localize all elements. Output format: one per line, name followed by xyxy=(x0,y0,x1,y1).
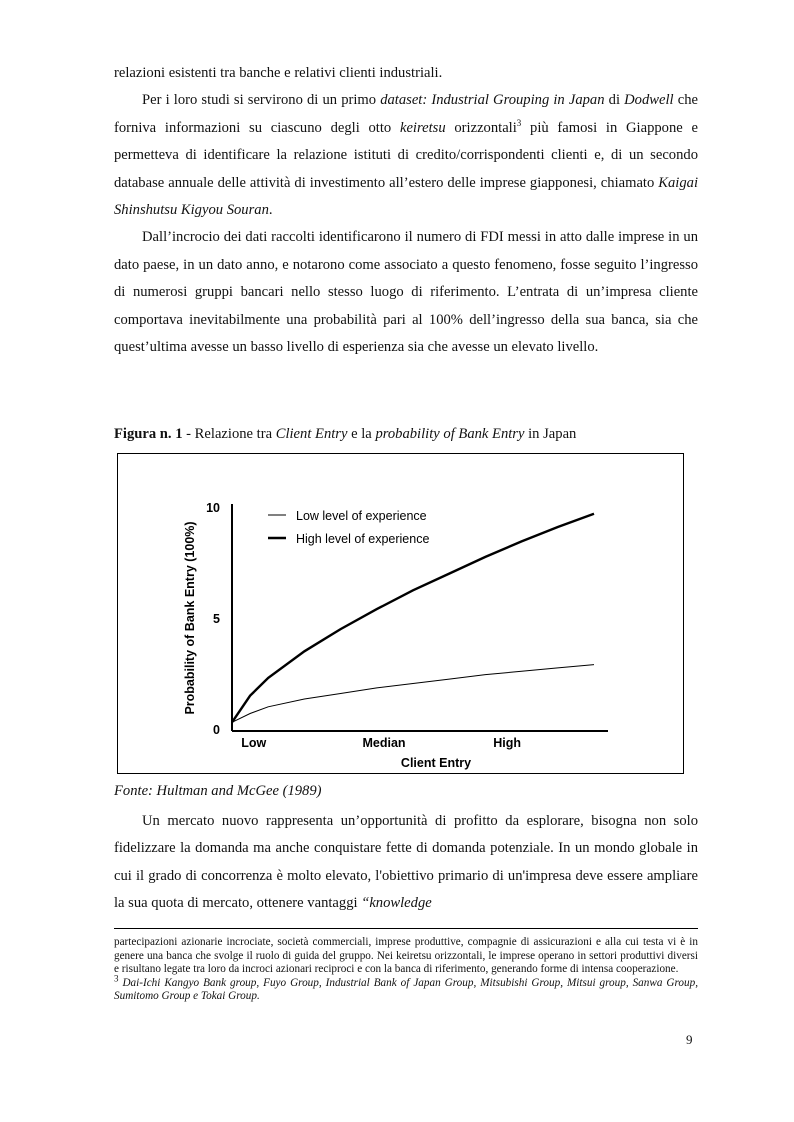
paragraph-1-tail: relazioni esistenti tra banche e relativi clienti industriali. xyxy=(114,65,443,81)
legend-label: High level of experience xyxy=(296,532,430,546)
paragraph-3: Dall’incrocio dei dati raccolti identificarono il numero di FDI messi in atto dalle imprese in un dato paese, in un dato anno, e notarono come associato a questo fenomeno, fosse seguito l’ingresso di numerosi gruppi bancari nello stesso luogo di riferimento. L’entrata di un’impresa cliente comportava inevitabilmente una probabilità pari al 100% dell’ingresso della sua banca, sia che quest’ultima avesse un basso livello di esperienza sia che avesse un elevato livello. xyxy=(114,229,698,356)
series-line-1 xyxy=(232,665,594,723)
footnote-continuation: partecipazioni azionarie incrociate, società commerciali, imprese produttive, compagnie di assicurazioni e alla cui testa vi è in genere una banca che svolge il ruolo di guida del gruppo. Nei keiretsu orizzontali, le imprese operano in settori produttivi diversi e risultano legate tra loro da incroci azionari reciproci e con la banca di riferimento, generando forme di intensa cooperazione. xyxy=(114,936,698,976)
figure-frame xyxy=(117,453,684,774)
page-number: 9 xyxy=(686,1032,693,1047)
x-axis-label: Client Entry xyxy=(400,756,472,770)
paragraph-4: Un mercato nuovo rappresenta un’opportunità di profitto da esplorare, bisogna non solo fidelizzare la domanda ma anche conquistare fette di domanda potenziale. In un mondo globale in cui il grado di concorrenza è molto elevato, l'obiettivo primario di un'impresa deve essere ampliare la sua quota di mercato, ottenere vantaggi “knowledge xyxy=(114,813,698,912)
body-text-bottom xyxy=(114,808,698,918)
footnotes xyxy=(114,936,698,1004)
y-tick-label: 0 xyxy=(213,723,220,737)
y-tick-label: 10 xyxy=(206,501,220,515)
legend-label: Low level of experience xyxy=(296,509,427,523)
paragraph-2: Per i loro studi si servirono di un primo dataset: Industrial Grouping in Japan di Dodwell che forniva informazioni su ciascuno degli otto keiretsu orizzontali$^3$ più famosi in Giappone e permetteva di identificare la relazione istituti di credito/corrispondenti clienti e, di un secondo database annuale delle attività di investimento all’estero delle imprese giapponesi, chiamato Kaigai Shinshutsu Kigyou Souran. xyxy=(114,92,698,219)
x-tick-label: High xyxy=(493,736,522,750)
y-tick-label: 5 xyxy=(213,612,220,626)
line-chart xyxy=(118,454,682,772)
body-text-top xyxy=(114,60,698,361)
footnote-ref-3[interactable]: 3 xyxy=(516,117,522,128)
x-tick-label: Low xyxy=(241,736,267,750)
figure-caption: Figura n. 1 - Relazione tra Client Entry e la probability of Bank Entry in Japan xyxy=(114,426,577,442)
footnote-3: $^3$ Dai-Ichi Kangyo Bank group, Fuyo Group, Industrial Bank of Japan Group, Mitsubishi Group, Mitsui group, Sanwa Group, Sumitomo Group e Tokai Group. xyxy=(114,973,698,1003)
y-axis-label: Probability of Bank Entry (100%) xyxy=(183,521,197,715)
footnote-separator xyxy=(114,928,698,929)
figure-source: Fonte: Hultman and McGee (1989) xyxy=(114,783,322,799)
x-tick-label: Median xyxy=(362,736,406,750)
